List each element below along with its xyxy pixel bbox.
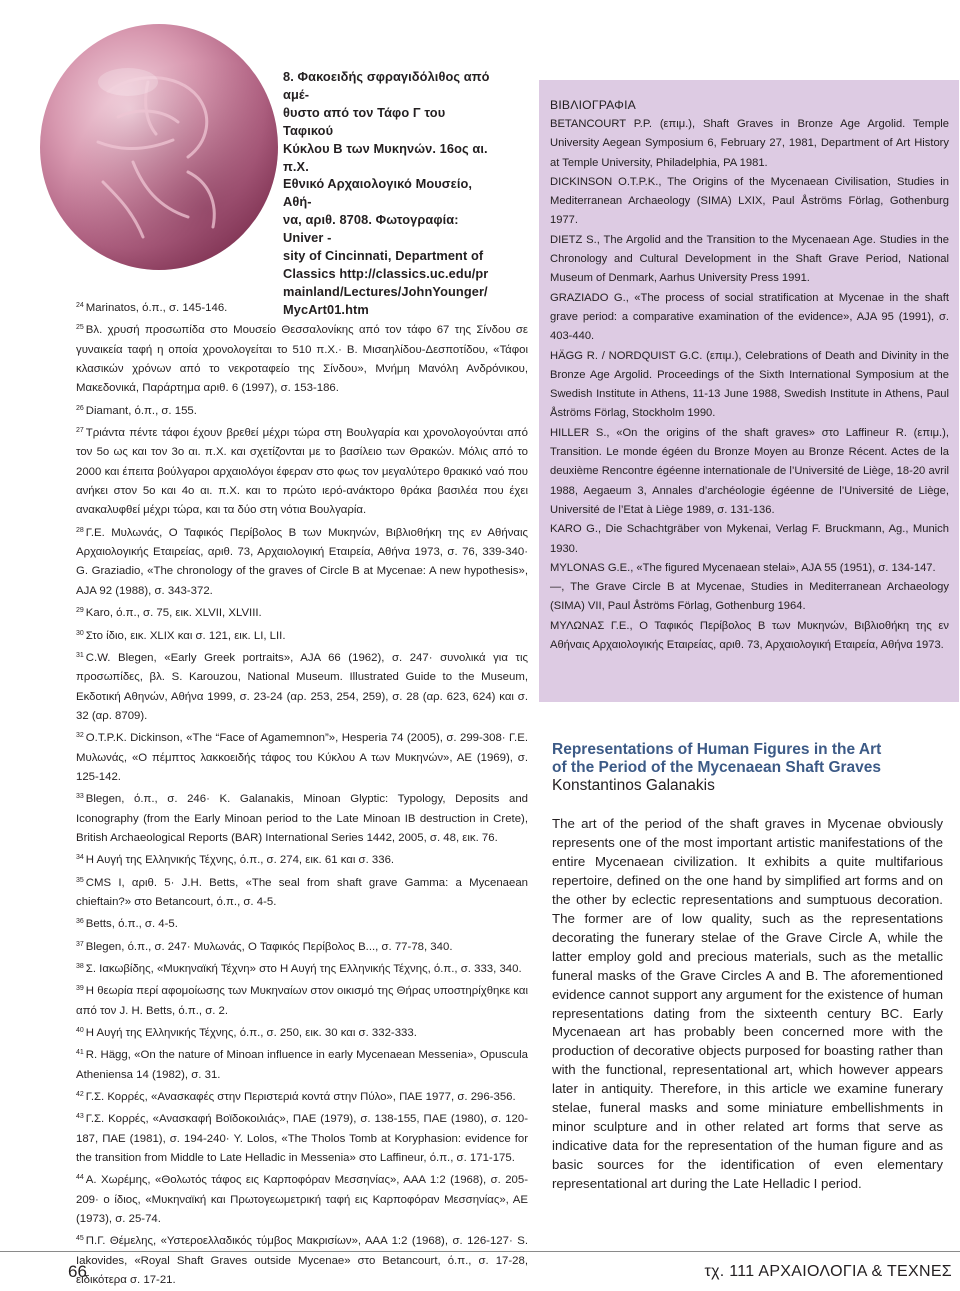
footnote	[76, 912, 528, 934]
journal-title: τχ. 111 ΑΡΧΑΙΟΛΟΓΙΑ & ΤΕΧΝΕΣ	[704, 1263, 952, 1280]
footnote-text: Blegen, ό.π., σ. 247· Μυλωνάς, Ο Ταφικός Περίβολος Β..., σ. 77-78, 340.	[85, 940, 453, 953]
abstract-body: The art of the period of the shaft graves in Mycenae obviously represents one of the most important artistic manifestations of the entire Mycenaean civilization. It exhibits a quite multifarious repertoire, defined on the one hand by simplified art forms and on the other by eclectic representations and sumptuous decoration. The former are of low quality, such as the representations decorating the funerary stelae of the Grave Circle A, while the latter employ gold and precious materials, such as the metallic funeral masks of the Grave Circles A and B. The aforementioned evidence cannot support any argument for the existence of human representations dating from the sixteenth century BC. Early Mycenaean art has probably been concerned more with the production of decorative objects purposed for boasting rather than with the functional, representational art, which however appears later in antiquity. Therefore, in this article we examine funerary stelae, funeral masks and some miniature embellishments in minor sculpture and in other related art forms that serve as indicative data for the representation of the human figure and as basic sources for the identification of even elementary representational art during the Late Helladic I period.	[552, 816, 943, 1192]
footnote-text: Γ.Σ. Κορρές, «Ανασκαφή Βοϊδοκοιλιάς», ΠΑΕ (1979), σ. 138-155, ΠΑΕ (1980), σ. 120-187, ΠΑΕ (1981), σ. 194-240· Y. Lolos, «The Tholos Tomb at Koryphasion: evidence for the transition from Middle to Late Helladic in Messenia» στο Laffineur, ό.π., σ. 171-175.	[76, 1113, 528, 1165]
footnote-text: Η Αυγή της Ελληνικής Τέχνης, ό.π., σ. 274, εικ. 61 και σ. 336.	[85, 854, 395, 867]
footnote	[76, 871, 528, 913]
footnote	[76, 726, 528, 787]
footnote-text: Γ.Ε. Μυλωνάς, Ο Ταφικός Περίβολος Β των Μυκηνών, Βιβλιοθήκη της εν Αθήναις Αρχαιολογικής Εταιρείας, αριθ. 73, Αρχαιολογική Εταιρεία, Αθήνα 1973, σ. 76, 339-340· G. Graziadio, «The chronology of the graves of Circle B at Mycenae: A new hypothesis», AJA 92 (1988), σ. 343-372.	[76, 526, 528, 597]
footnote	[76, 1085, 528, 1107]
footnote-number: 43	[76, 1113, 84, 1121]
abstract-title-line-2: of the Period of the Mycenaean Shaft Graves	[552, 759, 882, 776]
footnote-text: Α. Χωρέμης, «Θολωτός τάφος εις Καρποφόραν Μεσσηνίας», ΑΑΑ 1:2 (1968), σ. 205-209· ο ίδιος, «Μυκηναϊκή και Πρωτογεωμετρική ταφή εις Καρποφόραν Μεσσηνίας», ΑΕ (1973), σ. 25-74.	[76, 1174, 528, 1226]
abstract-author: Konstantinos Galanakis	[552, 777, 715, 794]
footnote-number: 25	[76, 324, 84, 332]
page-number: 66	[68, 1262, 87, 1281]
footnote-text: Στο ίδιο, εικ. XLIX και σ. 121, εικ. LI, LII.	[85, 629, 286, 642]
bibliography-entry: —, The Grave Circle B at Mycenae, Studies in Mediterranean Archaeology (SIMA) VII, Paul Åströms Förlag, Gothenburg 1964.	[550, 581, 949, 613]
bibliography-entry: ΜΥΛΩΝΑΣ Γ.Ε., Ο Ταφικός Περίβολος Β των Μυκηνών, Βιβλιοθήκη της εν Αθήναις Αρχαιολογικής Εταιρείας, αριθ. 73, Αρχαιολογική Εταιρεία, Αθήνα 1973.	[550, 619, 949, 652]
seal-shadow	[40, 24, 278, 270]
footnote-number: 30	[76, 629, 84, 637]
footnote-text: Γ.Σ. Κορρές, «Ανασκαφές στην Περιστεριά κοντά στην Πύλο», ΠΑΕ 1977, σ. 296-356.	[85, 1091, 516, 1104]
footnote-text: R. Hägg, «On the nature of Minoan influence in early Mycenaean Messenia», Opuscula Atheniensa 14 (1982), σ. 31.	[76, 1049, 528, 1081]
footnote-text: Η Αυγή της Ελληνικής Τέχνης, ό.π., σ. 250, εικ. 30 και σ. 332-333.	[85, 1027, 417, 1040]
footnote-number: 44	[76, 1174, 84, 1182]
footnote	[76, 624, 528, 646]
footnote	[76, 1107, 528, 1168]
footnote	[76, 646, 528, 726]
footnote-number: 45	[76, 1235, 84, 1243]
footnote	[76, 1229, 528, 1290]
footnote	[76, 979, 528, 1021]
footnote-number: 36	[76, 918, 84, 926]
footnote-number: 32	[76, 732, 84, 740]
abstract-title	[552, 741, 942, 777]
seal-highlight	[98, 68, 158, 96]
footnote-text: Η θεωρία περί αφομοίωσης των Μυκηναίων στον οικισμό της Θήρας υποστηρίχθηκε και από τον J. H. Betts, ό.π., σ. 2.	[76, 985, 528, 1017]
bibliography-entry: DIETZ S., The Argolid and the Transition to the Mycenaean Age. Studies in the Chronology and Cultural Development in the Shaft Grave Period, National Museum of Denmark, Aarhus University Press 1991.	[550, 233, 949, 285]
bibliography-list	[550, 115, 949, 655]
footnote-number: 42	[76, 1091, 84, 1099]
footnote-number: 31	[76, 651, 84, 659]
footnote-text: Τριάντα πέντε τάφοι έχουν βρεθεί μέχρι τώρα στη Βουλγαρία και χρονολογούνται από τον 5ο ως και τον 3ο αι. π.Χ. και σχετίζονται με το βασίλειο των Θρακών. Μόλις από το 2000 και έπειτα βούλγαροι αρχαιολόγοι έφεραν στο φως τον μεγαλύτερο θρακικό ναό που ανήκει στον 5ο και 4ο αι. π.Χ. και το πρώτο ιερό-ανάκτορο θράκα βασιλέα που έχει ανακαλυφθεί μέχρι τώρα, και τα δύο στη νότια Βουλγαρία.	[76, 427, 528, 517]
footnote-text: Π.Γ. Θέμελης, «Υστεροελλαδικός τύμβος Μακρισίων», ΑΑΑ 1:2 (1968), σ. 126-127· S. Iakovides, «Royal Shaft Graves outside Mycenae» στο Betancourt, ό.π., σ. 17-28, ειδικότερα σ. 17-21.	[76, 1235, 528, 1287]
footnote	[76, 848, 528, 870]
footnote	[76, 1168, 528, 1229]
footnote-text: Blegen, ό.π., σ. 246· K. Galanakis, Minoan Glyptic: Typology, Deposits and Iconography (from the Early Minoan period to the Late Minoan IB destruction in Crete), British Archaeological Reports (BAR) International Series 1442, 2005, σ. 48, εικ. 76.	[76, 793, 528, 844]
footnote	[76, 521, 528, 601]
footnote	[76, 296, 528, 318]
footnote-text: CMS I, αριθ. 5· J.H. Betts, «The seal from shaft grave Gamma: a Mycenaean chieftain?» στο Betancourt, ό.π., σ. 4-5.	[76, 876, 528, 908]
footnote-number: 24	[76, 302, 84, 309]
amethyst-seal-photo	[38, 22, 280, 272]
figure-caption: 8. Φακοειδής σφραγιδόλιθος από αμέ- θυστο από τον Τάφο Γ του Ταφικού Κύκλου Β των Μυκηνών. 16ος αι. π.Χ. Εθνικό Αρχαιολογικό Μουσείο, Αθή- να, αριθ. 8708. Φωτογραφία: Univer - sity of Cincinnati, Department of Classics http://classics.uc.edu/pr mainland/Lectures/JohnYounger/ MycArt01.htm	[283, 69, 490, 317]
footnote-number: 40	[76, 1027, 84, 1035]
footnote-text: O.T.P.K. Dickinson, «The “Face of Agamemnon”», Hesperia 74 (2005), σ. 299-308· Γ.Ε. Μυλωνάς, «Ο πέμπτος λακκοειδής τάφος του Κύκλου Α των Μυκηνών», ΑΕ (1969), σ. 125-142.	[76, 732, 528, 783]
bibliography-entry: HILLER S., «On the origins of the shaft graves» στο Laffineur R. (επιμ.), Transition. Le monde égéen du Bronze Moyen au Bronze Récent. Actes de la deuxième Rencontre égéenne internationale de l’Université de Liège, 18-20 avril 1988, Aegaeum 3, Annales d’archéologie égéenne de l’Université de Liège, Université de l’Etat à Liège 1989, σ. 131-136.	[550, 426, 949, 516]
footnote	[76, 318, 528, 398]
bibliography-entry: KARO G., Die Schachtgräber von Mykenai, Verlag F. Bruckmann, Ag., Munich 1930.	[550, 523, 949, 555]
abstract-title-line-1: Representations of Human Figures in the Art	[552, 741, 882, 758]
footnote-text: Betts, ό.π., σ. 4-5.	[85, 918, 178, 931]
footnote-text: C.W. Blegen, «Early Greek portraits», AJA 66 (1962), σ. 247· συνολικά για τις προσωπίδες, βλ. S. Karouzou, National Museum. Illustrated Guide to the Museum, Εκδοτική Αθηνών, Αθήνα 1999, σ. 23-24 (αρ. 253, 254, 259), σ. 28 (αρ. 623, 624) και σ. 32 (αρ. 8709).	[76, 651, 528, 722]
footnote	[76, 421, 528, 521]
footnote-text: Diamant, ό.π., σ. 155.	[85, 404, 197, 417]
bibliography-entry: GRAZIADO G., «The process of social stratification at Mycenae in the shaft grave period: a comparative examination of the evidence», AJA 95 (1991), σ. 403-440.	[550, 291, 949, 343]
footnote	[76, 1043, 528, 1085]
footnote-text: Σ. Ιακωβίδης, «Μυκηναϊκή Τέχνη» στο Η Αυγή της Ελληνικής Τέχνης, ό.π., σ. 333, 340.	[85, 963, 522, 975]
footnote-number: 37	[76, 940, 84, 948]
footnote-text: Marinatos, ό.π., σ. 145-146.	[85, 302, 228, 314]
footnote-number: 39	[76, 985, 84, 993]
bibliography-entry: HÄGG R. / NORDQUIST G.C. (επιμ.), Celebrations of Death and Divinity in the Bronze Age Argolid. Proceedings of the Sixth International Symposium at the Swedish Institute in Athens, 11-13 June 1988, Swedish Institute in Athens, Paul Åströms Förlag, Stockholm 1990.	[550, 349, 949, 420]
bibliography-box	[539, 80, 959, 702]
footnote-number: 34	[76, 854, 84, 862]
bibliography-entry: MYLONAS G.E., «The figured Mycenaean stelai», AJA 55 (1951), σ. 134-147.	[550, 561, 936, 574]
footnote	[76, 601, 528, 623]
footnote-number: 26	[76, 404, 84, 412]
footnote	[76, 399, 528, 421]
footnote-text: Karo, ό.π., σ. 75, εικ. XLVII, XLVIII.	[85, 607, 262, 620]
footer-rule	[0, 1251, 960, 1252]
footnote	[76, 935, 528, 957]
footnote	[76, 1021, 528, 1043]
footnote	[76, 957, 528, 979]
footnotes	[76, 296, 528, 1291]
bibliography-entry: BETANCOURT P.P. (επιμ.), Shaft Graves in Bronze Age Argolid. Temple University Aegean Symposium 6, February 27, 1981, Department of Art History at Temple University, Philadelphia, PA 1981.	[550, 118, 949, 169]
bibliography-entry: DICKINSON O.T.P.K., The Origins of the Mycenaean Civilisation, Studies in Mediterranean Archaeology (SIMA) LXIX, Paul Åströms Förlag, Gothenburg 1977.	[550, 175, 949, 227]
footnote-number: 28	[76, 526, 84, 534]
footnote-number: 29	[76, 607, 84, 615]
footnote-number: 33	[76, 793, 84, 801]
footnote	[76, 787, 528, 848]
footnote-number: 38	[76, 963, 84, 970]
footnote-number: 35	[76, 876, 84, 884]
footnote-number: 41	[76, 1049, 84, 1057]
footnote-text: Βλ. χρυσή προσωπίδα στο Μουσείο Θεσσαλονίκης από τον τάφο 67 της Σίνδου σε γυναικεία ταφή η οποία χρονολογείται το 510 π.Χ.· Β. Μισαηλίδου-Δεσποτίδου, «Τάφοι κλασικών χρόνων από το νεκροταφείο της Σίνδου», Μνήμη Μανόλη Ανδρόνικου, Μακεδονικά, Παράρτημα αριθ. 6 (1997), σ. 153-186.	[76, 324, 528, 395]
footnote-number: 27	[76, 427, 84, 435]
bibliography-heading: ΒΙΒΛΙΟΓΡΑΦΙΑ	[550, 98, 637, 112]
